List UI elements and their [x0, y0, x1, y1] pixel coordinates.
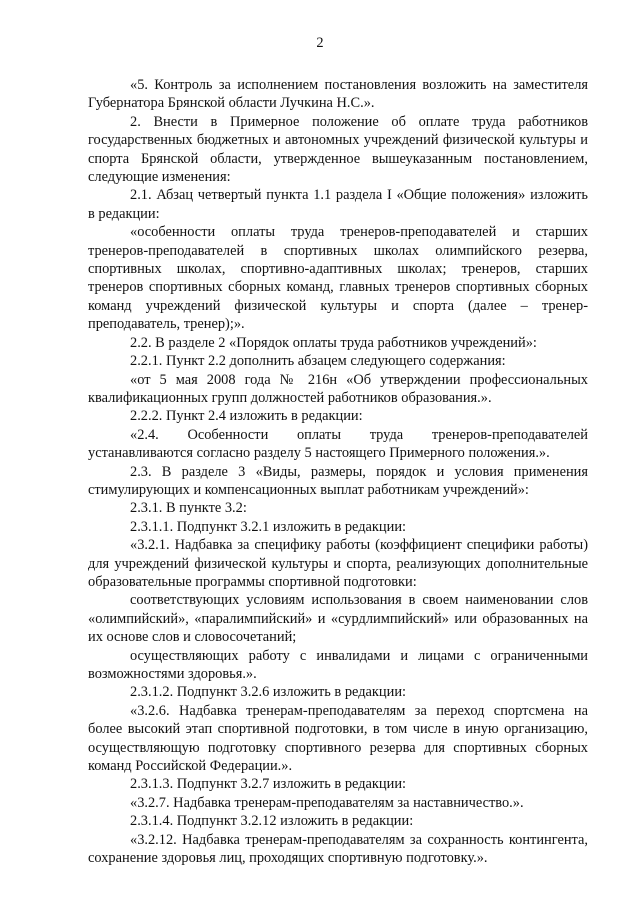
- paragraph: «2.4. Особенности оплаты труда тренеров-преподавателей устанавливаются согласно разделу 5 настоящего Примерного положения.».: [88, 426, 588, 462]
- paragraph: «от 5 мая 2008 года № 216н «Об утверждении профессиональных квалификационных групп должностей работников образования.».: [88, 371, 588, 406]
- paragraph: соответствующих условиям использования в своем наименовании слов «олимпийский», «паралимпийский» и «сурдлимпийский» или образованных на их основе слов и словосочетаний;: [88, 592, 588, 646]
- paragraph: 2.3. В разделе 3 «Виды, размеры, порядок и условия применения стимулирующих и компенсационных выплат работникам учреждений»:: [88, 463, 588, 498]
- paragraph: 2.3.1.4. Подпункт 3.2.12 изложить в редакции:: [130, 813, 414, 830]
- paragraph: «3.2.1. Надбавка за специфику работы (коэффициент специфики работы) для учреждений физической культуры и спорта, реализующих дополнительные образовательные программы спортивной подготовки:: [88, 537, 588, 590]
- paragraph: 2.2.1. Пункт 2.2 дополнить абзацем следующего содержания:: [130, 353, 506, 370]
- paragraph: 2.3.1.3. Подпункт 3.2.7 изложить в редакции:: [130, 776, 407, 793]
- paragraph: 2.2. В разделе 2 «Порядок оплаты труда работников учреждений»:: [130, 334, 537, 351]
- paragraph: «5. Контроль за исполнением постановления возложить на заместителя Губернатора Брянской области Лучкина Н.С.».: [88, 77, 588, 112]
- paragraph: осуществляющих работу с инвалидами и лицами с ограниченными возможностями здоровья.».: [88, 647, 588, 682]
- paragraph: «3.2.12. Надбавка тренерам-преподавателям за сохранность контингента, сохранение здоровья лиц, проходящих спортивную подготовку.».: [88, 831, 588, 867]
- paragraph: 2.3.1.1. Подпункт 3.2.1 изложить в редакции:: [130, 518, 407, 535]
- paragraph: 2.1. Абзац четвертый пункта 1.1 раздела I «Общие положения» изложить в редакции:: [88, 187, 588, 222]
- paragraph: «3.2.6. Надбавка тренерам-преподавателям за переход спортсмена на более высокий этап спортивной подготовки, в том числе в иную организацию, осуществляющую подготовку спортивного резерва для спортивных сборных команд Российской Федерации.».: [88, 702, 588, 775]
- paragraph: 2.3.1. В пункте 3.2:: [130, 500, 247, 517]
- paragraph: 2. Внести в Примерное положение об оплате труда работников государственных бюджетных и автономных учреждений физической культуры и спорта Брянской области, утвержденное вышеуказанным постановлением, следующие изменения:: [88, 113, 588, 186]
- page-number: 2: [316, 35, 324, 51]
- paragraph: «3.2.7. Надбавка тренерам-преподавателям за наставничество.».: [130, 794, 524, 811]
- document-body: [88, 76, 588, 867]
- paragraph: 2.3.1.2. Подпункт 3.2.6 изложить в редакции:: [130, 684, 407, 701]
- paragraph: «особенности оплаты труда тренеров-преподавателей и старших тренеров-преподавателей в спортивных школах олимпийского резерва, спортивных школах, спортивно-адаптивных школах; тренеров, старших тренеров спортивных сборных команд, главных тренеров спортивных сборных команд учреждений физической культуры и спорта (далее – тренер-преподаватель, тренер);».: [88, 224, 588, 333]
- paragraph: 2.2.2. Пункт 2.4 изложить в редакции:: [130, 408, 363, 425]
